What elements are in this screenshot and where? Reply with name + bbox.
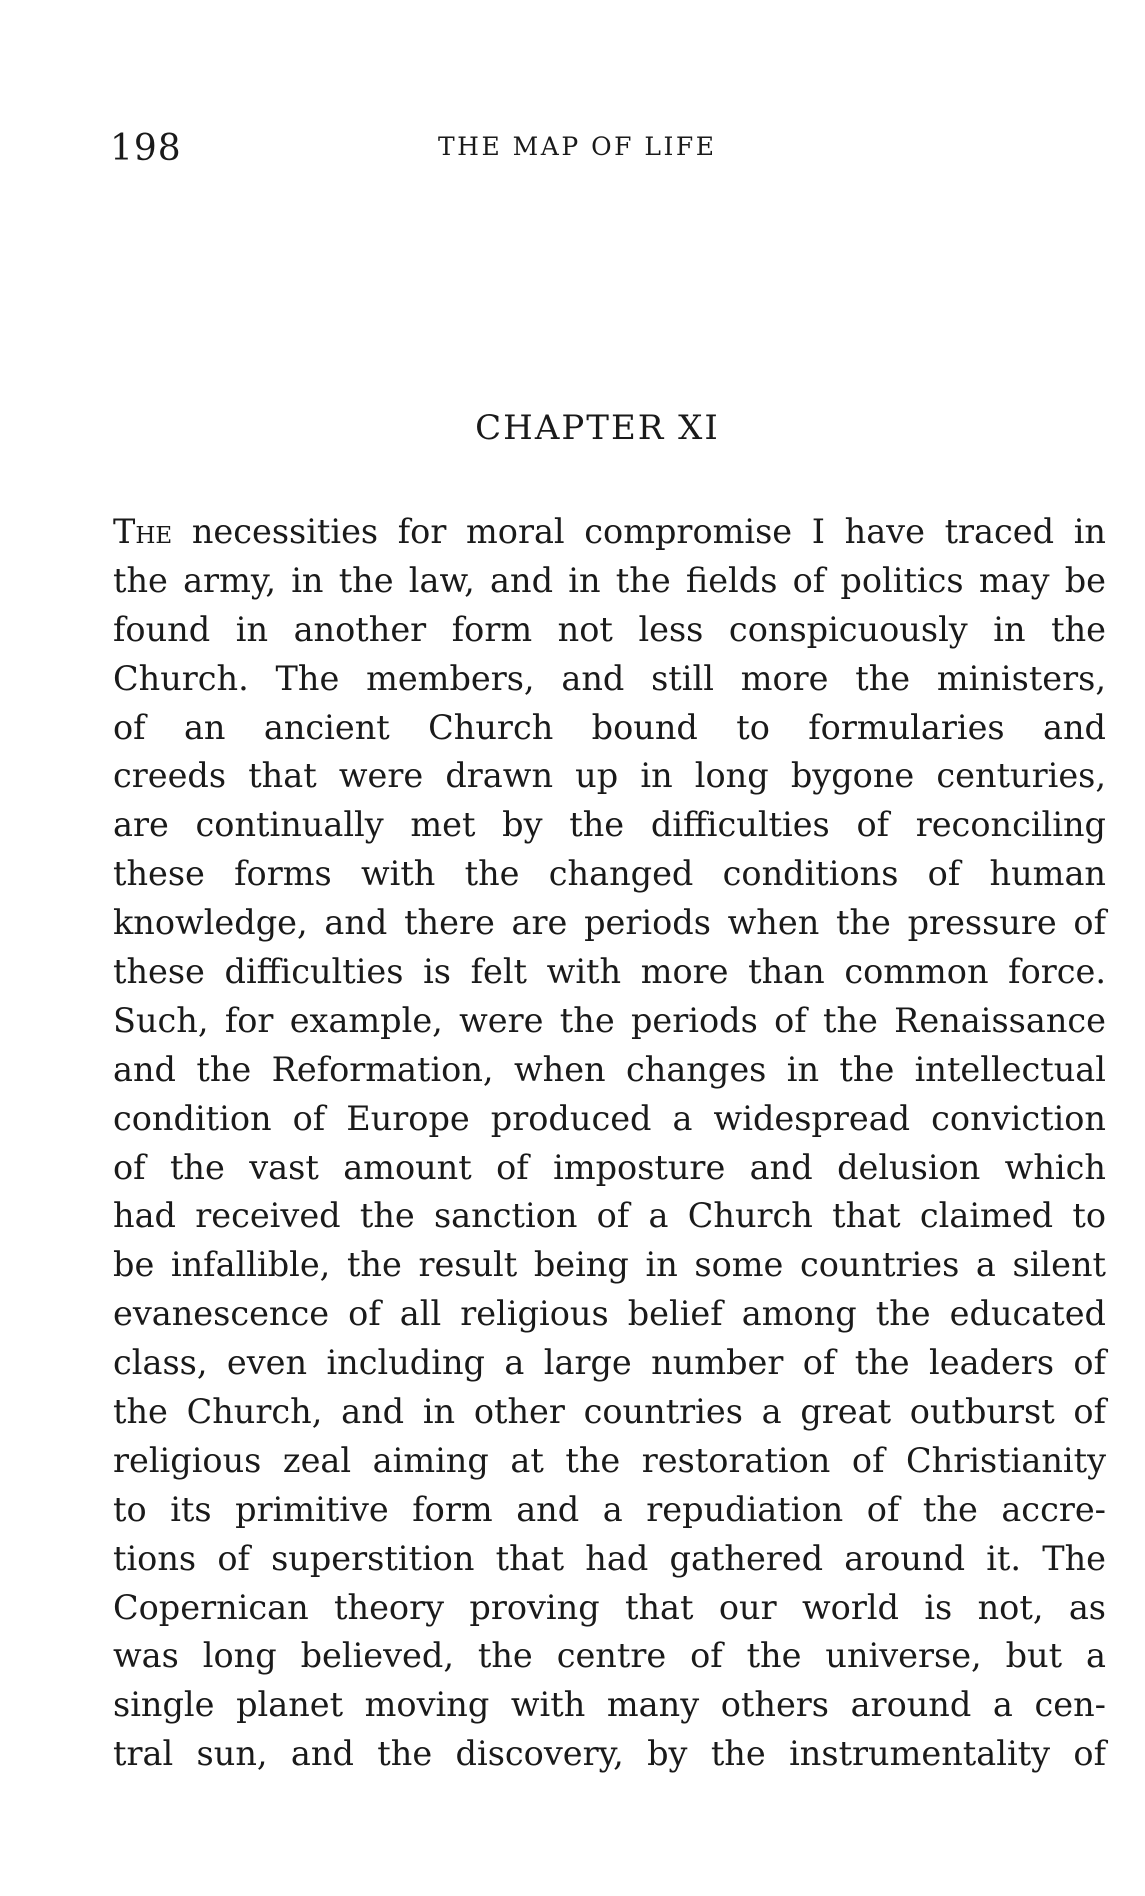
text-line: and the Reformation, when changes in the intellectual bbox=[113, 1049, 1106, 1089]
text-line: was long believed, the centre of the universe, but a bbox=[113, 1636, 1106, 1676]
text-line: knowledge, and there are periods when the pressure of bbox=[113, 903, 1106, 943]
text-line: tions of superstition that had gathered around it. The bbox=[113, 1538, 1106, 1578]
text-line: of the vast amount of imposture and delusion which bbox=[113, 1147, 1106, 1187]
text-line: Church. The members, and still more the ministers, bbox=[113, 658, 1106, 698]
text-line: condition of Europe produced a widespread conviction bbox=[113, 1098, 1106, 1138]
text-line: found in another form not less conspicuously in the bbox=[113, 609, 1106, 649]
text-line: these forms with the changed conditions of human bbox=[113, 854, 1106, 894]
text-line: the Church, and in other countries a great outburst of bbox=[113, 1392, 1106, 1432]
text-line: class, even including a large number of the leaders of bbox=[113, 1343, 1106, 1383]
text-line: single planet moving with many others around a cen- bbox=[113, 1685, 1106, 1725]
text-line: these difficulties is felt with more than common force. bbox=[113, 952, 1106, 992]
text-line: of an ancient Church bound to formularies and bbox=[113, 707, 1106, 747]
text-line: creeds that were drawn up in long bygone centuries, bbox=[113, 756, 1106, 796]
running-title: THE MAP OF LIFE bbox=[438, 132, 717, 161]
chapter-title: CHAPTER XI bbox=[475, 408, 720, 448]
text-line: are continually met by the difficulties of reconciling bbox=[113, 805, 1106, 845]
page-number: 198 bbox=[110, 128, 182, 169]
text-line: Such, for example, were the periods of the Renaissance bbox=[113, 1000, 1106, 1040]
text-line: to its primitive form and a repudiation of the accre- bbox=[113, 1489, 1106, 1529]
text-line: the army, in the law, and in the fields of politics may be bbox=[113, 560, 1106, 600]
text-line: The necessities for moral compromise I have traced in bbox=[113, 512, 1106, 551]
text-line: evanescence of all religious belief among the educated bbox=[113, 1294, 1106, 1334]
text-line: religious zeal aiming at the restoration of Christianity bbox=[113, 1440, 1106, 1480]
body-paragraph bbox=[113, 508, 1106, 1779]
drop-word: The bbox=[113, 512, 173, 551]
text-line: be infallible, the result being in some countries a silent bbox=[113, 1245, 1106, 1285]
text-line: Copernican theory proving that our world is not, as bbox=[113, 1587, 1106, 1627]
text-line: had received the sanction of a Church that claimed to bbox=[113, 1196, 1106, 1236]
text-line: tral sun, and the discovery, by the instrumentality of bbox=[113, 1734, 1106, 1774]
